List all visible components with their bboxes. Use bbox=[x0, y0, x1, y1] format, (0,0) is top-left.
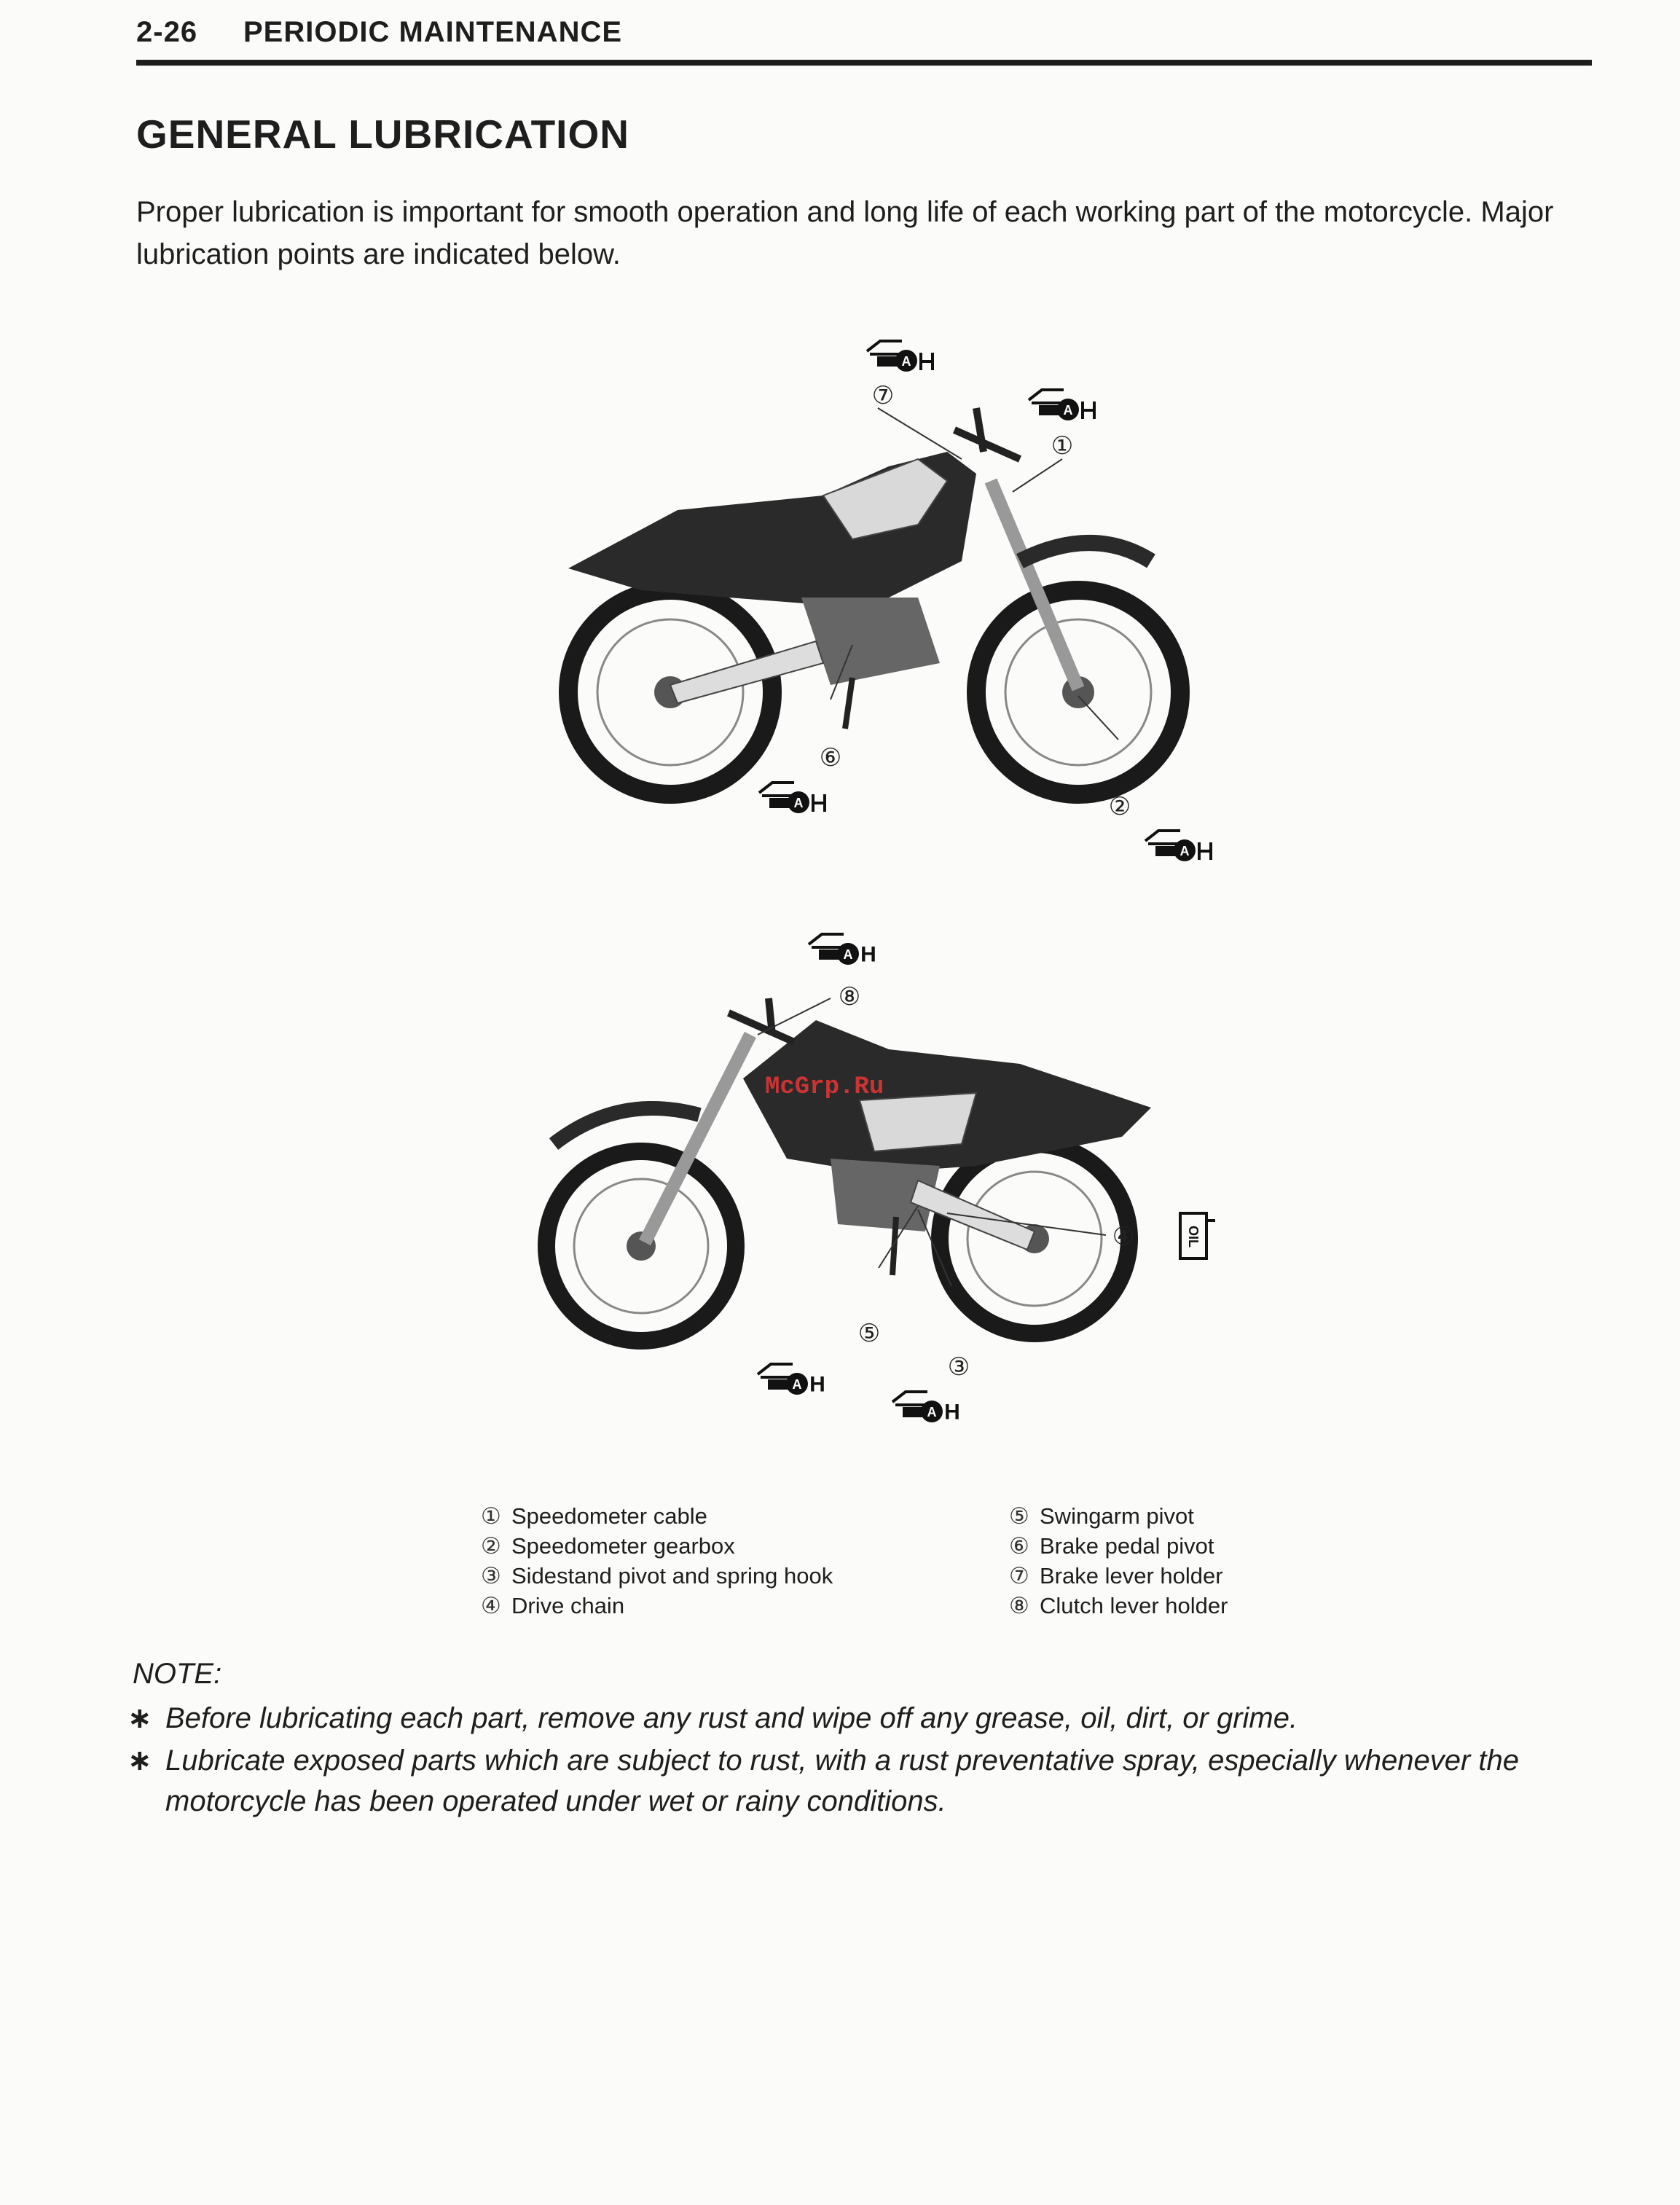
front-wheel bbox=[976, 590, 1180, 794]
legend-number: ⑤ bbox=[1009, 1503, 1029, 1529]
rear-wheel bbox=[568, 590, 772, 794]
page-header bbox=[136, 13, 1592, 70]
page-number: 2-26 bbox=[136, 16, 198, 48]
legend-left bbox=[481, 1501, 833, 1621]
swingarm bbox=[911, 1180, 1035, 1250]
legend-label: Swingarm pivot bbox=[1040, 1503, 1194, 1529]
rear-wheel bbox=[940, 1144, 1129, 1333]
note-text: Before lubricating each part, remove any rust and wipe off any grease, oil, dirt, or grime. bbox=[165, 1702, 1298, 1734]
callout-4-label: ④ bbox=[1112, 1222, 1135, 1251]
note-title: NOTE: bbox=[133, 1658, 222, 1690]
handlebar bbox=[729, 998, 794, 1042]
grease-letter: A bbox=[901, 354, 911, 369]
legend-number: ① bbox=[481, 1503, 501, 1529]
legend-number: ⑥ bbox=[1009, 1533, 1029, 1559]
note-text: Lubricate exposed parts which are subject to rust, with a rust preventative spray, especially whenever the motorcycle has been operated under wet or rainy conditions. bbox=[165, 1744, 1519, 1817]
legend-label: Drive chain bbox=[511, 1593, 625, 1618]
legend-number: ② bbox=[481, 1533, 501, 1559]
motorcycle-right-view bbox=[510, 925, 1239, 1436]
sidestand bbox=[845, 678, 852, 729]
grease-suffix: H bbox=[860, 942, 876, 967]
grease-letter: A bbox=[1063, 403, 1073, 418]
front-fender bbox=[1020, 543, 1151, 561]
legend-label: Speedometer cable bbox=[511, 1503, 707, 1529]
oil-can-icon bbox=[1180, 1213, 1215, 1258]
handlebar bbox=[954, 408, 1020, 459]
note-bullet: ∗ bbox=[127, 1744, 152, 1777]
legend-label: Brake pedal pivot bbox=[1040, 1533, 1214, 1559]
legend-item bbox=[481, 1501, 833, 1531]
legend-item bbox=[1009, 1531, 1228, 1561]
side-panel bbox=[860, 1093, 976, 1151]
legend-item bbox=[1009, 1591, 1228, 1621]
section-title: PERIODIC MAINTENANCE bbox=[243, 16, 623, 48]
grease-suffix: H bbox=[809, 1372, 825, 1397]
note-list bbox=[127, 1698, 1585, 1823]
page-title: GENERAL LUBRICATION bbox=[136, 111, 629, 157]
legend-number: ⑦ bbox=[1009, 1563, 1029, 1589]
grease-suffix: H bbox=[944, 1400, 960, 1425]
watermark: McGrp.Ru bbox=[765, 1073, 884, 1101]
callout-1-label: ① bbox=[1051, 431, 1074, 461]
engine bbox=[801, 598, 940, 685]
note-item bbox=[127, 1740, 1585, 1822]
grease-symbol-7 bbox=[867, 341, 933, 372]
legend-number: ③ bbox=[481, 1563, 501, 1589]
front-fender bbox=[554, 1108, 699, 1144]
legend-item bbox=[1009, 1561, 1228, 1591]
legend-label: Clutch lever holder bbox=[1040, 1593, 1228, 1618]
grease-symbol-5 bbox=[758, 1364, 825, 1397]
front-wheel bbox=[546, 1151, 736, 1341]
grease-symbol-2 bbox=[1145, 831, 1211, 861]
grease-symbol-6 bbox=[759, 783, 825, 813]
note-bullet: ∗ bbox=[127, 1702, 152, 1734]
grease-letter: A bbox=[792, 1377, 802, 1392]
legend-number: ⑧ bbox=[1009, 1593, 1029, 1618]
callout-8-label: ⑧ bbox=[838, 982, 861, 1011]
grease-letter: A bbox=[843, 947, 853, 962]
legend-number: ④ bbox=[481, 1593, 501, 1618]
swingarm bbox=[670, 641, 823, 703]
note-item bbox=[127, 1698, 1585, 1739]
legend-item bbox=[1009, 1501, 1228, 1531]
header-rule bbox=[136, 60, 1592, 66]
grease-symbol-3 bbox=[892, 1392, 960, 1425]
legend-label: Sidestand pivot and spring hook bbox=[511, 1563, 833, 1589]
grease-letter: A bbox=[1179, 844, 1190, 858]
callout-2-label: ② bbox=[1108, 792, 1131, 821]
callout-6-label: ⑥ bbox=[819, 743, 842, 772]
callout-7-label: ⑦ bbox=[871, 381, 895, 410]
callout-5-label: ⑤ bbox=[857, 1319, 881, 1348]
grease-letter: A bbox=[927, 1405, 937, 1419]
intro-paragraph: Proper lubrication is important for smooth operation and long life of each working part of the motorcycle. Major lubrication points are indicated below. bbox=[136, 196, 1554, 270]
oil-label: OIL bbox=[1186, 1226, 1201, 1248]
legend-right bbox=[1009, 1501, 1228, 1621]
legend-item bbox=[481, 1561, 833, 1591]
legend-label: Speedometer gearbox bbox=[511, 1533, 735, 1559]
legend-item bbox=[481, 1591, 833, 1621]
motorcycle-left-view bbox=[510, 321, 1239, 874]
legend-item bbox=[481, 1531, 833, 1561]
grease-symbol-8 bbox=[809, 934, 876, 967]
legend-label: Brake lever holder bbox=[1040, 1563, 1223, 1589]
callout-3-label: ③ bbox=[947, 1352, 970, 1382]
grease-symbol-1 bbox=[1029, 390, 1094, 420]
grease-letter: A bbox=[793, 796, 804, 810]
